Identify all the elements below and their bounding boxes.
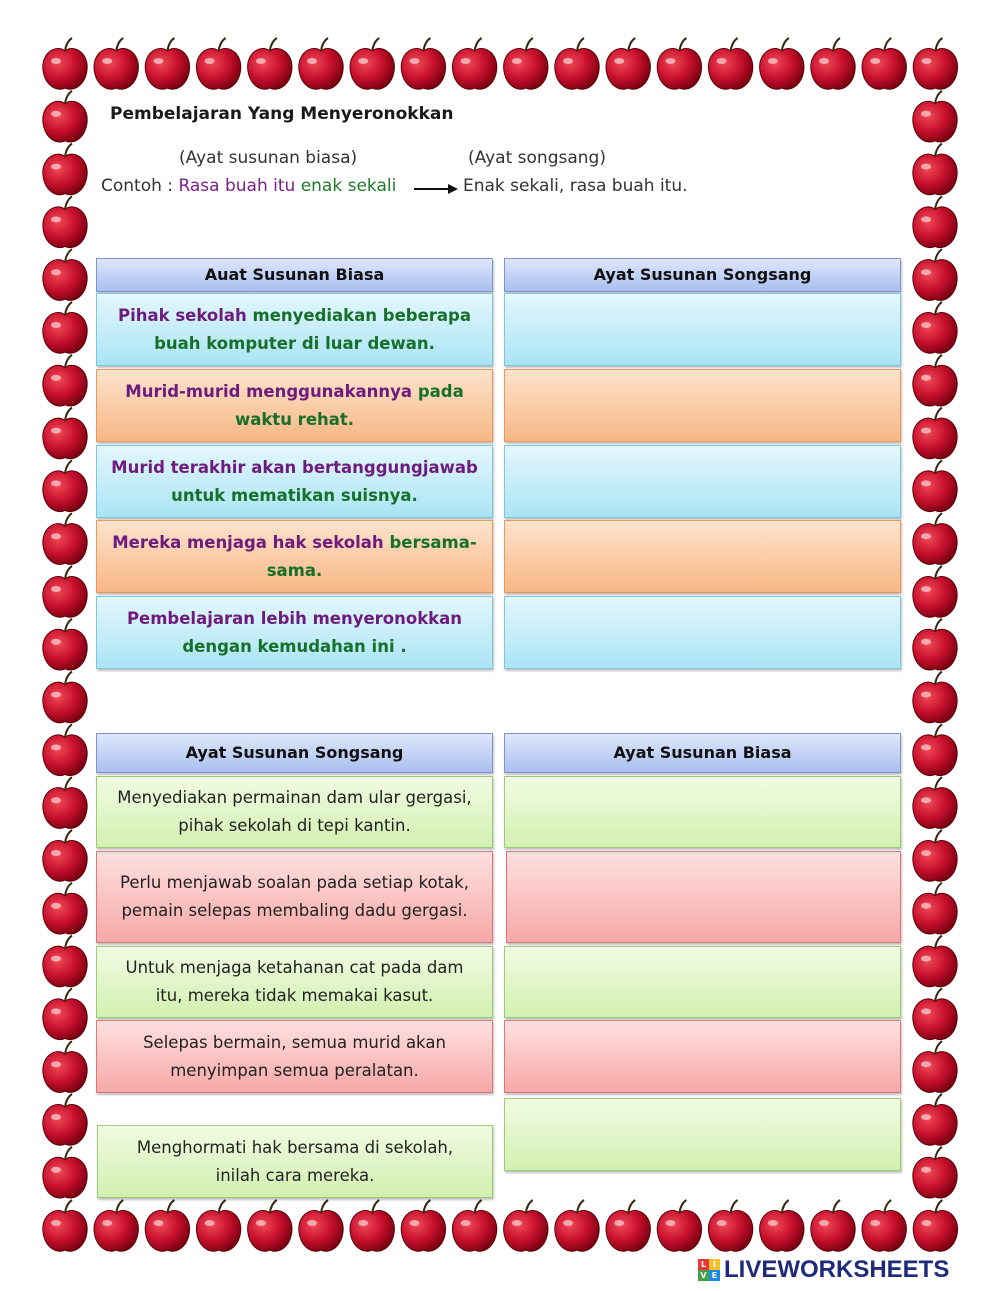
logo-icon	[698, 1259, 720, 1281]
apple-icon	[913, 988, 957, 1039]
apple-icon	[913, 91, 957, 142]
apple-icon	[657, 1200, 701, 1251]
apple-icon	[43, 1094, 87, 1145]
apple-icon	[43, 724, 87, 775]
hint-inverted-sentence: (Ayat songsang)	[468, 148, 606, 168]
sentence-subject: Murid-murid menggunakannya	[125, 381, 413, 401]
apple-icon	[43, 513, 87, 564]
apple-icon	[504, 38, 548, 89]
sentence-subject: Murid terakhir akan bertanggungjawab	[111, 457, 478, 477]
apple-icon	[452, 1200, 496, 1251]
apple-icon	[43, 91, 87, 142]
answer-drop-box[interactable]	[506, 851, 901, 943]
apple-icon	[350, 38, 394, 89]
apple-icon	[913, 619, 957, 670]
apple-icon	[760, 38, 804, 89]
answer-drop-box[interactable]	[504, 776, 901, 848]
sentence-card: Menghormati hak bersama di sekolah, inilah cara mereka.	[97, 1125, 493, 1198]
sentence-predicate: bersama-sama.	[266, 532, 477, 580]
sentence-card	[96, 369, 493, 442]
apple-icon	[299, 1200, 343, 1251]
apple-icon	[43, 777, 87, 828]
sentence-predicate: dengan kemudahan ini .	[182, 636, 407, 656]
apple-icon	[43, 144, 87, 195]
apple-icon	[555, 1200, 599, 1251]
apple-icon	[248, 38, 292, 89]
apple-icon	[913, 777, 957, 828]
sentence-predicate: pada waktu rehat.	[234, 381, 464, 429]
answer-drop-box[interactable]	[504, 1098, 901, 1171]
logo-letter: L	[698, 1259, 709, 1270]
apple-icon	[43, 355, 87, 406]
apple-icon	[43, 302, 87, 353]
apple-icon	[913, 936, 957, 987]
apple-icon	[555, 38, 599, 89]
apple-icon	[43, 249, 87, 300]
sentence-subject: Pembelajaran lebih menyeronokkan	[126, 608, 463, 628]
answer-drop-box[interactable]	[504, 596, 901, 669]
arrow-right-icon	[414, 182, 458, 196]
apple-icon	[145, 38, 189, 89]
section1-header-right: Ayat Susunan Songsang	[504, 258, 901, 292]
apple-icon	[43, 38, 87, 89]
apple-icon	[913, 672, 957, 723]
example-prefix: Contoh :	[101, 176, 174, 196]
apple-icon	[196, 38, 240, 89]
logo-letter: I	[709, 1259, 720, 1270]
apple-icon	[862, 1200, 906, 1251]
sentence-predicate: menyediakan beberapa buah komputer di luar dewan.	[154, 305, 471, 353]
apple-icon	[43, 883, 87, 934]
apple-icon	[811, 38, 855, 89]
answer-drop-box[interactable]	[504, 946, 901, 1018]
apple-icon	[94, 1200, 138, 1251]
sentence-card	[96, 293, 493, 366]
logo-text: LIVEWORKSHEETS	[724, 1256, 950, 1283]
sentence-subject: Mereka menjaga hak sekolah	[112, 532, 384, 552]
apple-icon	[708, 38, 752, 89]
apple-icon	[913, 302, 957, 353]
apple-icon	[913, 355, 957, 406]
liveworksheets-logo[interactable]	[698, 1256, 949, 1284]
apple-icon	[299, 38, 343, 89]
apple-icon	[913, 1094, 957, 1145]
apple-icon	[913, 883, 957, 934]
sentence-card: Menyediakan permainan dam ular gergasi, pihak sekolah di tepi kantin.	[96, 776, 493, 848]
apple-icon	[760, 1200, 804, 1251]
apple-icon	[43, 619, 87, 670]
sentence-card: Selepas bermain, semua murid akan menyimpan semua peralatan.	[96, 1020, 493, 1093]
section2-header-left: Ayat Susunan Songsang	[96, 733, 493, 773]
example-result: Enak sekali, rasa buah itu.	[463, 176, 688, 196]
logo-letter: V	[698, 1270, 709, 1281]
apple-icon	[43, 988, 87, 1039]
apple-icon	[913, 724, 957, 775]
apple-icon	[606, 1200, 650, 1251]
answer-drop-box[interactable]	[504, 520, 901, 593]
page-title: Pembelajaran Yang Menyeronokkan	[110, 104, 454, 124]
apple-icon	[811, 1200, 855, 1251]
example-subject: Rasa buah itu	[178, 176, 296, 196]
apple-icon	[43, 460, 87, 511]
apple-icon	[913, 830, 957, 881]
apple-icon	[452, 38, 496, 89]
apple-icon	[913, 1200, 957, 1251]
apple-icon	[401, 1200, 445, 1251]
sentence-card	[96, 520, 493, 593]
answer-drop-box[interactable]	[504, 369, 901, 442]
sentence-card	[96, 445, 493, 518]
apple-icon	[43, 1147, 87, 1198]
apple-icon	[350, 1200, 394, 1251]
apple-icon	[43, 196, 87, 247]
example-line	[101, 176, 396, 196]
apple-icon	[913, 513, 957, 564]
apple-icon	[43, 830, 87, 881]
apple-icon	[43, 1041, 87, 1092]
apple-icon	[913, 249, 957, 300]
sentence-subject: Pihak sekolah	[117, 305, 247, 325]
apple-icon	[862, 38, 906, 89]
apple-icon	[708, 1200, 752, 1251]
apple-icon	[504, 1200, 548, 1251]
apple-icon	[913, 1147, 957, 1198]
apple-icon	[913, 408, 957, 459]
apple-icon	[913, 566, 957, 617]
apple-icon	[913, 38, 957, 89]
answer-drop-box[interactable]	[504, 445, 901, 518]
logo-letter: E	[709, 1270, 720, 1281]
apple-icon	[248, 1200, 292, 1251]
apple-icon	[401, 38, 445, 89]
apple-icon	[196, 1200, 240, 1251]
apple-icon	[606, 38, 650, 89]
example-predicate: enak sekali	[300, 176, 397, 196]
apple-icon	[913, 1041, 957, 1092]
section2-header-right: Ayat Susunan Biasa	[504, 733, 901, 773]
sentence-card: Perlu menjawab soalan pada setiap kotak, pemain selepas membaling dadu gergasi.	[96, 851, 493, 943]
apple-icon	[43, 408, 87, 459]
apple-icon	[43, 936, 87, 987]
apple-icon	[43, 566, 87, 617]
apple-icon	[94, 38, 138, 89]
answer-drop-box[interactable]	[504, 293, 901, 366]
sentence-card: Untuk menjaga ketahanan cat pada dam itu, mereka tidak memakai kasut.	[96, 946, 493, 1018]
sentence-predicate: untuk mematikan suisnya.	[171, 485, 418, 505]
apple-icon	[43, 1200, 87, 1251]
apple-icon	[145, 1200, 189, 1251]
sentence-card	[96, 596, 493, 669]
section1-header-left: Auat Susunan Biasa	[96, 258, 493, 292]
answer-drop-box[interactable]	[504, 1020, 901, 1093]
hint-normal-sentence: (Ayat susunan biasa)	[179, 148, 358, 168]
apple-icon	[43, 672, 87, 723]
apple-icon	[657, 38, 701, 89]
apple-icon	[913, 196, 957, 247]
apple-icon	[913, 144, 957, 195]
apple-icon	[913, 460, 957, 511]
